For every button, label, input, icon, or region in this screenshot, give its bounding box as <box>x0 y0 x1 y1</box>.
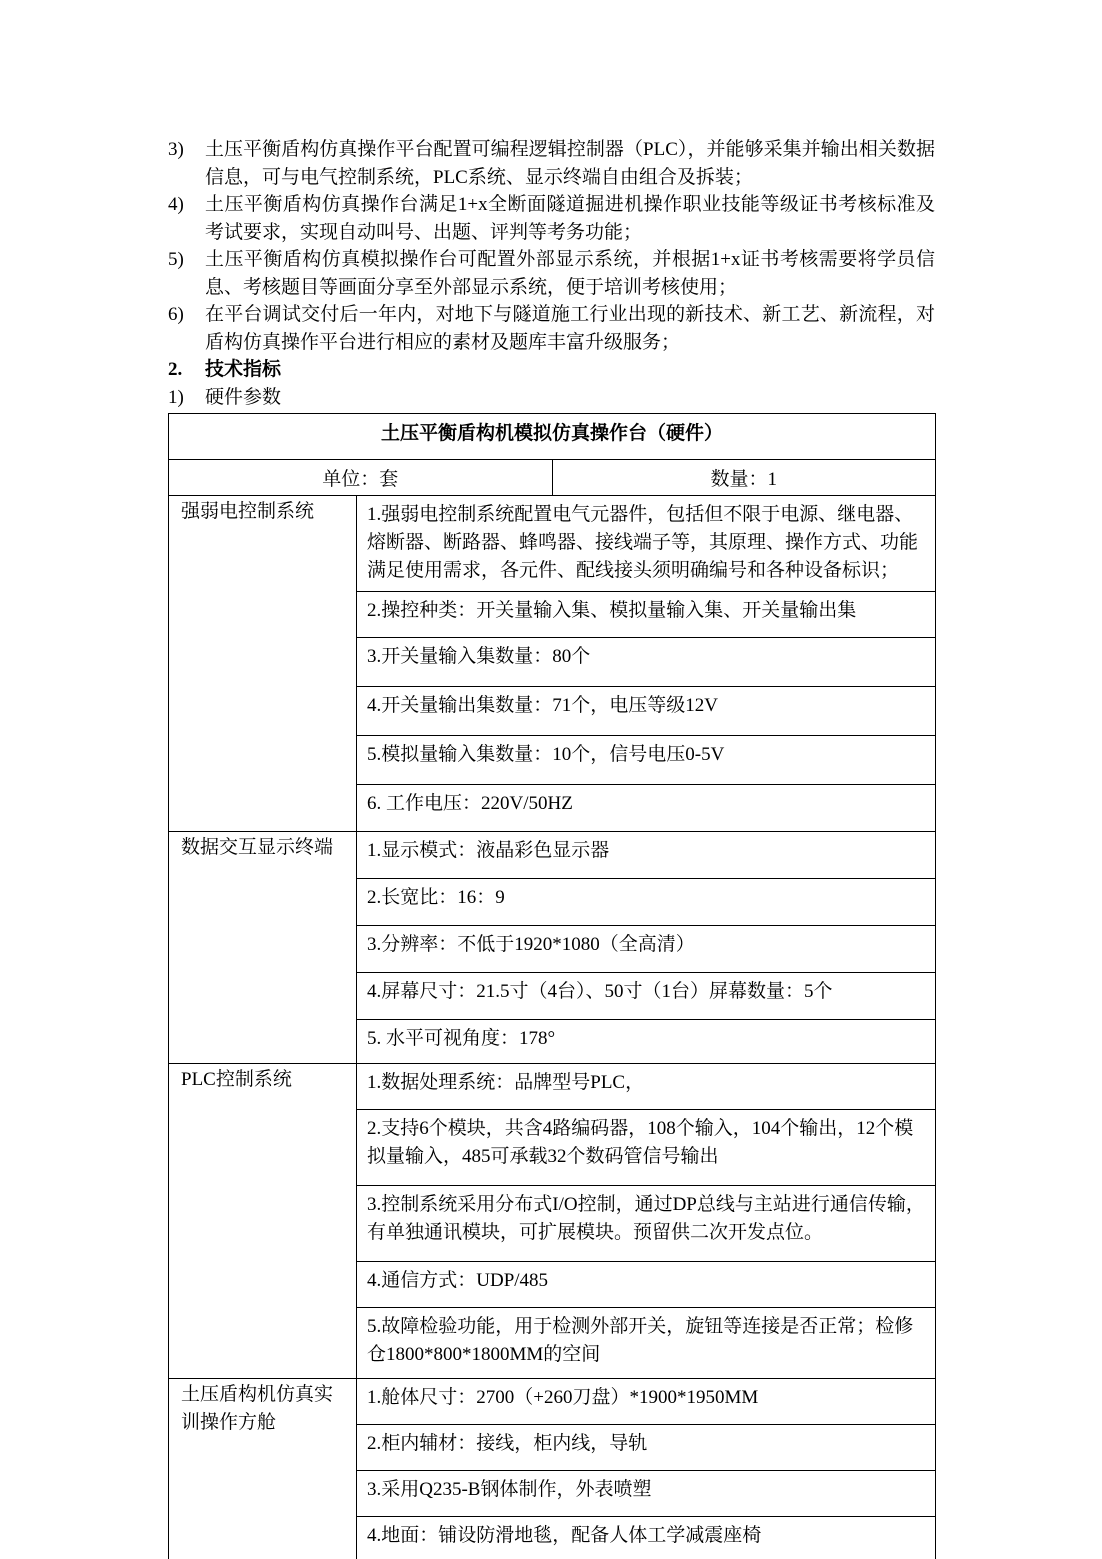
list-item-text: 在平台调试交付后一年内，对地下与隧道施工行业出现的新技术、新工艺、新流程，对盾构仿真操作平台进行相应的素材及题库丰富升级服务； <box>205 304 935 353</box>
list-item-text: 土压平衡盾构仿真操作平台配置可编程逻辑控制器（PLC），并能够采集并输出相关数据信息，可与电气控制系统，PLC系统、显示终端自由组合及拆装； <box>205 139 935 188</box>
spec-cell: 5. 水平可视角度：178° <box>357 1020 936 1064</box>
table-title-row <box>169 414 936 460</box>
sub-heading <box>168 384 935 412</box>
spec-cell: 3.分辨率：不低于1920*1080（全高清） <box>357 926 936 973</box>
spec-cell: 5.模拟量输入集数量：10个，信号电压0-5V <box>357 736 936 785</box>
spec-cell: 4.屏幕尺寸：21.5寸（4台）、50寸（1台）屏幕数量：5个 <box>357 973 936 1020</box>
list-item <box>168 301 935 356</box>
spec-cell: 4.地面：铺设防滑地毯，配备人体工学减震座椅 <box>357 1517 936 1559</box>
list-item-text: 土压平衡盾构仿真模拟操作台可配置外部显示系统，并根据1+x证书考核需要将学员信息、考核题目等画面分享至外部显示系统，便于培训考核使用； <box>205 249 935 298</box>
spec-cell: 2.支持6个模块，共含4路编码器，108个输入，104个输出，12个模拟量输入，485可承载32个数码管信号输出 <box>357 1110 936 1186</box>
spec-cell: 4.开关量输出集数量：71个，电压等级12V <box>357 687 936 736</box>
spec-cell: 3.采用Q235-B钢体制作，外表喷塑 <box>357 1471 936 1517</box>
section-label: 数据交互显示终端 <box>169 832 357 1064</box>
section-label: 强弱电控制系统 <box>169 496 357 832</box>
spec-cell: 5.故障检验功能，用于检测外部开关，旋钮等连接是否正常；检修仓1800*800*1800MM的空间 <box>357 1308 936 1379</box>
table-title: 土压平衡盾构机模拟仿真操作台（硬件） <box>169 414 936 460</box>
spec-cell: 2.长宽比：16：9 <box>357 879 936 926</box>
table-row <box>169 832 936 879</box>
table-row <box>169 496 936 592</box>
list-item <box>168 246 935 301</box>
list-item-number: 3) <box>168 139 184 160</box>
page-content <box>168 136 935 1559</box>
spec-cell: 2.操控种类：开关量输入集、模拟量输入集、开关量输出集 <box>357 592 936 638</box>
spec-cell: 1.数据处理系统：品牌型号PLC， <box>357 1064 936 1110</box>
section-label: 土压盾构机仿真实训操作方舱 <box>169 1379 357 1559</box>
section-label: PLC控制系统 <box>169 1064 357 1379</box>
spec-cell: 3.控制系统采用分布式I/O控制，通过DP总线与主站进行通信传输，有单独通讯模块，可扩展模块。预留供二次开发点位。 <box>357 1186 936 1262</box>
spec-cell: 6. 工作电压：220V/50HZ <box>357 785 936 832</box>
list-item-text: 土压平衡盾构仿真操作台满足1+x全断面隧道掘进机操作职业技能等级证书考核标准及考试要求，实现自动叫号、出题、评判等考务功能； <box>205 194 935 243</box>
section-heading <box>168 356 935 384</box>
subheading-number: 1) <box>168 386 184 408</box>
spec-cell: 3.开关量输入集数量：80个 <box>357 638 936 687</box>
table-row <box>169 1379 936 1425</box>
table-row <box>169 1064 936 1110</box>
spec-cell: 2.柜内辅材：接线，柜内线，导轨 <box>357 1425 936 1471</box>
subheading-text: 硬件参数 <box>205 386 282 408</box>
spec-cell: 1.强弱电控制系统配置电气元器件，包括但不限于电源、继电器、熔断器、断路器、蜂鸣器、接线端子等，其原理、操作方式、功能满足使用需求，各元件、配线接头须明确编号和各种设备标识； <box>357 496 936 592</box>
list-item <box>168 136 935 191</box>
list-item-number: 5) <box>168 249 184 270</box>
quantity-cell: 数量：1 <box>552 460 936 495</box>
heading-text: 技术指标 <box>205 359 282 380</box>
list-item-number: 4) <box>168 194 184 215</box>
spec-cell: 4.通信方式：UDP/485 <box>357 1262 936 1308</box>
hardware-spec-table <box>168 413 936 1559</box>
list-item <box>168 191 935 246</box>
list-item-number: 6) <box>168 304 184 325</box>
heading-number: 2. <box>168 359 183 380</box>
spec-cell: 1.舱体尺寸：2700（+260刀盘）*1900*1950MM <box>357 1379 936 1425</box>
spec-cell: 1.显示模式：液晶彩色显示器 <box>357 832 936 879</box>
unit-quantity-row <box>169 460 936 496</box>
unit-cell: 单位：套 <box>322 469 399 490</box>
